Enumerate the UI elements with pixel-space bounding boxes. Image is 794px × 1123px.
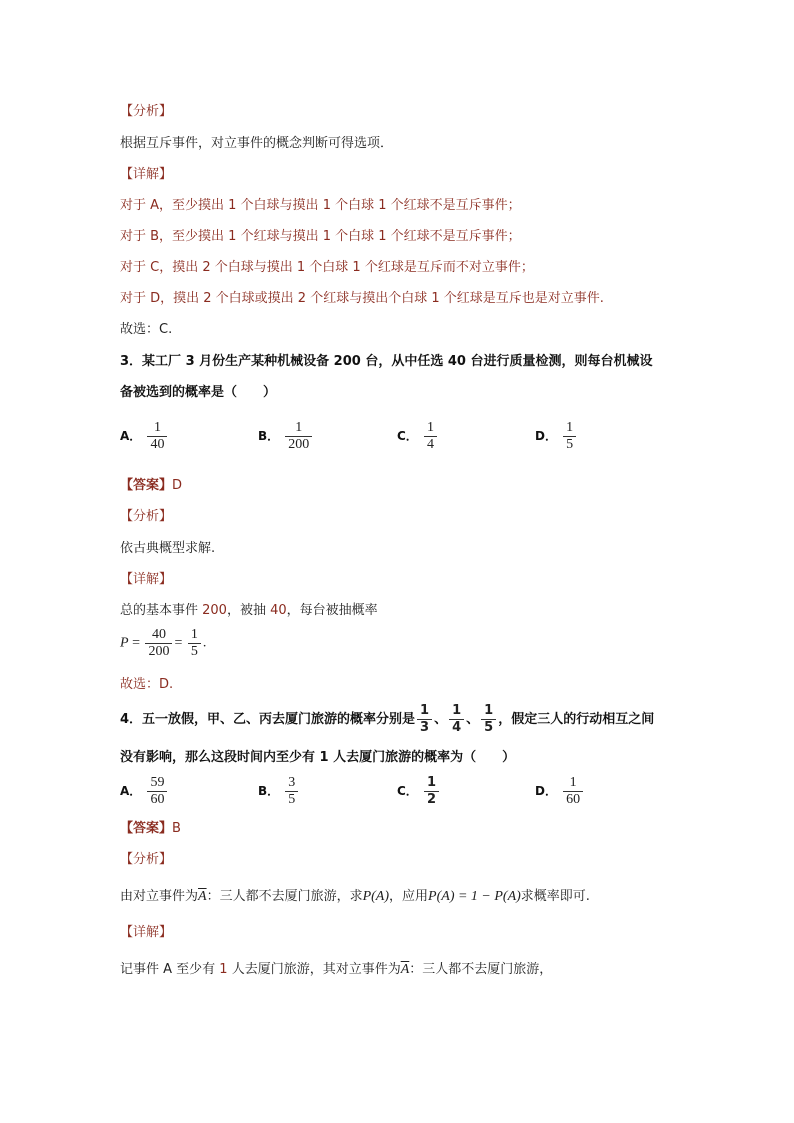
question-4-stem-line1: 4．五一放假，甲、乙、丙去厦门旅游的概率分别是 $\frac{1}{3}$ 、 $\frac{1}{4}$ 、 $\frac{1}{5}$ ，假定三人的行动相互之间 — [120, 703, 655, 735]
option-label: A． — [120, 784, 142, 798]
question-3-option-d — [535, 420, 578, 453]
fraction: $\frac{1}{4}$ — [424, 420, 437, 453]
option-label: D． — [535, 784, 557, 798]
answer-heading: 【答案】 — [120, 478, 173, 493]
formula: P(A) = 1 − P(A) — [428, 889, 521, 904]
fraction: $\frac{59}{60}$ — [147, 775, 167, 808]
detail-line-d: 对于 D，摸出 2 个白球或摸出 2 个红球与摸出个白球 1 个红球是互斥也是对立事件. — [120, 291, 604, 306]
question-3-option-c — [397, 420, 439, 453]
probability-equation: P = $\frac{40}{200}$ = $\frac{1}{5}$ . — [120, 627, 207, 659]
fraction: $\frac{1}{2}$ — [424, 775, 439, 808]
detail-line-a: 对于 A，至少摸出 1 个白球与摸出 1 个白球 1 个红球不是互斥事件； — [120, 198, 521, 213]
answer-value: D — [172, 478, 183, 493]
answer-line — [120, 821, 181, 837]
option-label: A． — [120, 429, 142, 443]
complement-event: $\overline{A}$ — [400, 962, 410, 977]
analysis-heading: 【分析】 — [120, 104, 173, 119]
fraction: $\frac{1}{5}$ — [188, 627, 201, 660]
fraction: $\frac{1}{5}$ — [563, 420, 576, 453]
formula: P(A) — [362, 889, 390, 904]
question-3-stem-line2: 备被选到的概率是（ ） — [120, 385, 277, 400]
detail-heading: 【详解】 — [120, 572, 173, 587]
detail-heading: 【详解】 — [120, 925, 173, 940]
question-3-option-a — [120, 420, 169, 453]
fraction: $\frac{1}{5}$ — [481, 703, 496, 736]
choice-line: 故选：D. — [120, 677, 174, 692]
analysis-text: 由对立事件为$\overline{A}$：三人都不去厦门旅游，求P(A)，应用P(A) = 1 − P(A)求概率即可. — [120, 889, 590, 904]
detail-text: 总的基本事件 200，被抽 40，每台被抽概率 — [120, 603, 378, 618]
choice-line: 故选：C. — [120, 322, 173, 337]
analysis-text: 根据互斥事件，对立事件的概念判断可得选项． — [120, 136, 394, 151]
fraction: $\frac{1}{200}$ — [285, 420, 312, 453]
analysis-heading: 【分析】 — [120, 852, 173, 867]
detail-text: 记事件 A 至少有 1 人去厦门旅游，其对立事件为$\overline{A}$：三人都不去厦门旅游， — [120, 962, 553, 977]
detail-line-b: 对于 B，至少摸出 1 个红球与摸出 1 个白球 1 个红球不是互斥事件； — [120, 229, 521, 244]
fraction: $\frac{1}{4}$ — [449, 703, 464, 736]
question-4-option-c — [397, 775, 441, 808]
answer-heading: 【答案】 — [120, 821, 173, 836]
question-4-option-a — [120, 775, 169, 808]
question-3-option-b — [258, 420, 314, 453]
question-3-stem-line1: 3．某工厂 3 月份生产某种机械设备 200 台，从中任选 40 台进行质量检测，则每台机械设 — [120, 354, 653, 369]
question-4-option-d — [535, 775, 585, 808]
analysis-heading: 【分析】 — [120, 509, 173, 524]
detail-heading: 【详解】 — [120, 167, 173, 182]
fraction: $\frac{40}{200}$ — [145, 627, 172, 660]
analysis-text: 依古典概型求解. — [120, 541, 216, 556]
fraction: $\frac{1}{3}$ — [417, 703, 432, 736]
fraction: $\frac{1}{40}$ — [147, 420, 167, 453]
complement-event: $\overline{A}$ — [198, 889, 207, 904]
option-label: D． — [535, 429, 557, 443]
fraction: $\frac{3}{5}$ — [285, 775, 298, 808]
detail-line-c: 对于 C，摸出 2 个白球与摸出 1 个白球 1 个红球是互斥而不对立事件； — [120, 260, 534, 275]
option-label: C． — [397, 784, 418, 798]
question-4-stem-line2: 没有影响，那么这段时间内至少有 1 人去厦门旅游的概率为（ ） — [120, 750, 516, 765]
option-label: C． — [397, 429, 418, 443]
answer-line — [120, 478, 182, 494]
answer-value: B — [172, 821, 181, 836]
fraction: $\frac{1}{60}$ — [563, 775, 583, 808]
option-label: B． — [258, 429, 280, 443]
option-label: B． — [258, 784, 280, 798]
question-4-option-b — [258, 775, 300, 808]
